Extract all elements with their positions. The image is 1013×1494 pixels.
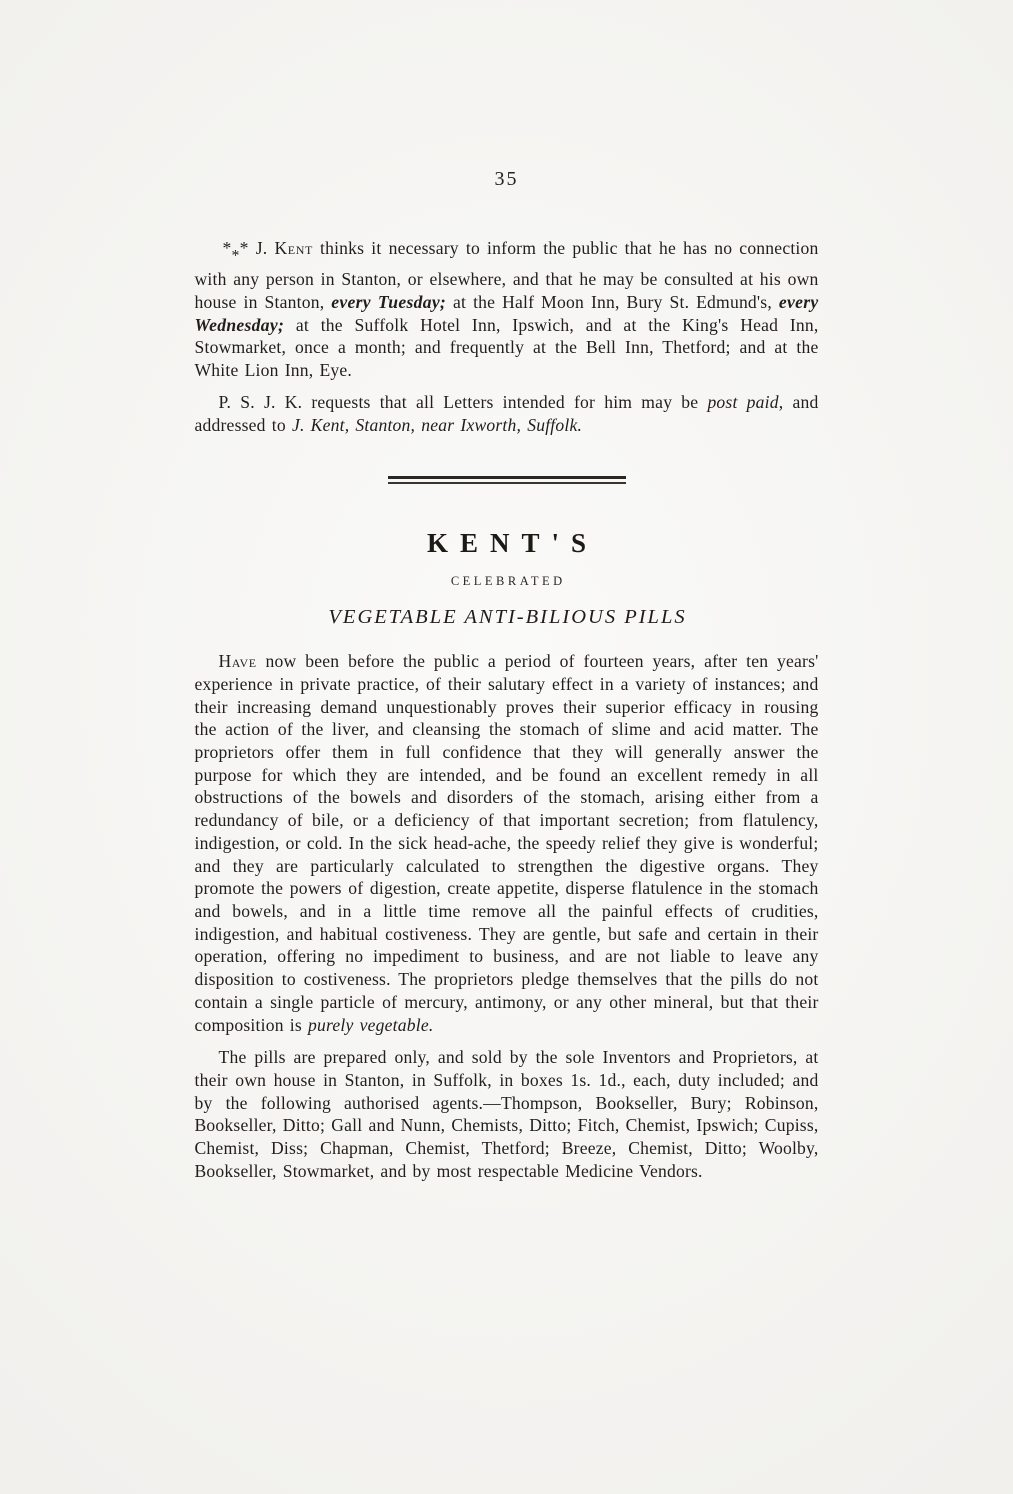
body-paragraph-1 bbox=[195, 650, 819, 1036]
body-text-1: now been before the public a period of fourteen years, after ten years' experience in private practice, of their salutary effect in a variety of instances; and their increasing demand unquestionably proves their superior efficacy in rousing the action of the liver, and cleansing the stomach of slime and acid matter. The proprietors offer them in full confidence that they will generally answer the purpose for which they are intended, and be found an excellent remedy in all obstructions of the bowels and disorders of the stomach, arising either from a redundancy of bile, or a deficiency of that important secretion; from flatulency, indigestion, or cold. In the sick head-ache, the speedy relief they give is wonderful; and they are particularly calculated to strengthen the digestive organs. They promote the powers of digestion, create appetite, disperse flatulence in the stomach and bowels, and in a little time remove all the painful effects of crudities, indigestion, and habitual costiveness. They are gentle, but safe and certain in their operation, offering no impediment to business, and are not liable to leave any disposition to costiveness. The proprietors pledge themselves that the pills do not contain a single particle of mercury, antimony, or any other mineral, but that their composition is bbox=[194, 651, 819, 1035]
body-paragraph-2: The pills are prepared only, and sold by the sole Inventors and Proprietors, at their own house in Stanton, in Suffolk, in boxes 1s. 1d., each, duty included; and by the following authorised agents.—Thompson, Bookseller, Bury; Robinson, Bookseller, Ditto; Gall and Nunn, Chemists, Ditto; Fitch, Chemist, Ipswich; Cupiss, Chemist, Diss; Chapman, Chemist, Thetford; Breeze, Chemist, Ditto; Woolby, Bookseller, Stowmarket, and by most respectable Medicine Vendors. bbox=[194, 1047, 819, 1181]
address-emphasis: J. Kent, Stanton, near Ixworth, Suffolk. bbox=[291, 414, 583, 435]
notice-text-3: at the Half Moon Inn, Bury St. Edmund's, bbox=[446, 292, 779, 313]
postscript-text-1: P. S. J. K. requests that all Letters intended for him may be bbox=[218, 391, 708, 412]
subtitle-celebrated: CELEBRATED bbox=[450, 574, 566, 589]
section-divider-rule bbox=[388, 476, 626, 484]
have-smallcaps: Have bbox=[218, 651, 257, 672]
notice-text-4: at the Suffolk Hotel Inn, Ipswich, and at the King's Head Inn, Stowmarket, once a month; and frequently at the Bell Inn, Thetford; and at the White Lion Inn, Eye. bbox=[194, 314, 819, 381]
page-number: 35 bbox=[494, 168, 519, 190]
post-paid-emphasis: post paid bbox=[707, 391, 779, 412]
asterism-star-left: * bbox=[222, 238, 232, 258]
notice-section bbox=[195, 237, 819, 436]
postscript-paragraph bbox=[195, 391, 819, 436]
every-tuesday-emphasis: every Tuesday; bbox=[331, 292, 447, 313]
kent-smallcaps: Kent bbox=[274, 238, 313, 258]
every-wednesday-emphasis: every Wednesday; bbox=[194, 292, 819, 335]
notice-text-2: thinks it necessary to inform the public that he has no connection with any person in Stanton, or elsewhere, and that he may be consulted at his own house in Stanton, bbox=[194, 238, 819, 313]
postscript-text-2: , and addressed to bbox=[194, 391, 819, 435]
asterism-mark bbox=[222, 238, 249, 265]
title-kents: KENT'S bbox=[426, 528, 599, 559]
heading-section bbox=[195, 528, 819, 629]
text-block bbox=[195, 168, 819, 1182]
asterism-star-right: * bbox=[239, 238, 249, 258]
advertisement-body bbox=[195, 650, 819, 1182]
asterism-star-middle: * bbox=[231, 247, 240, 265]
folio-header bbox=[195, 168, 819, 191]
product-title: VEGETABLE ANTI-BILIOUS PILLS bbox=[328, 606, 687, 629]
notice-text-1: J. bbox=[248, 238, 275, 258]
purely-vegetable-emphasis: purely vegetable. bbox=[308, 1014, 434, 1035]
notice-paragraph bbox=[195, 237, 819, 382]
